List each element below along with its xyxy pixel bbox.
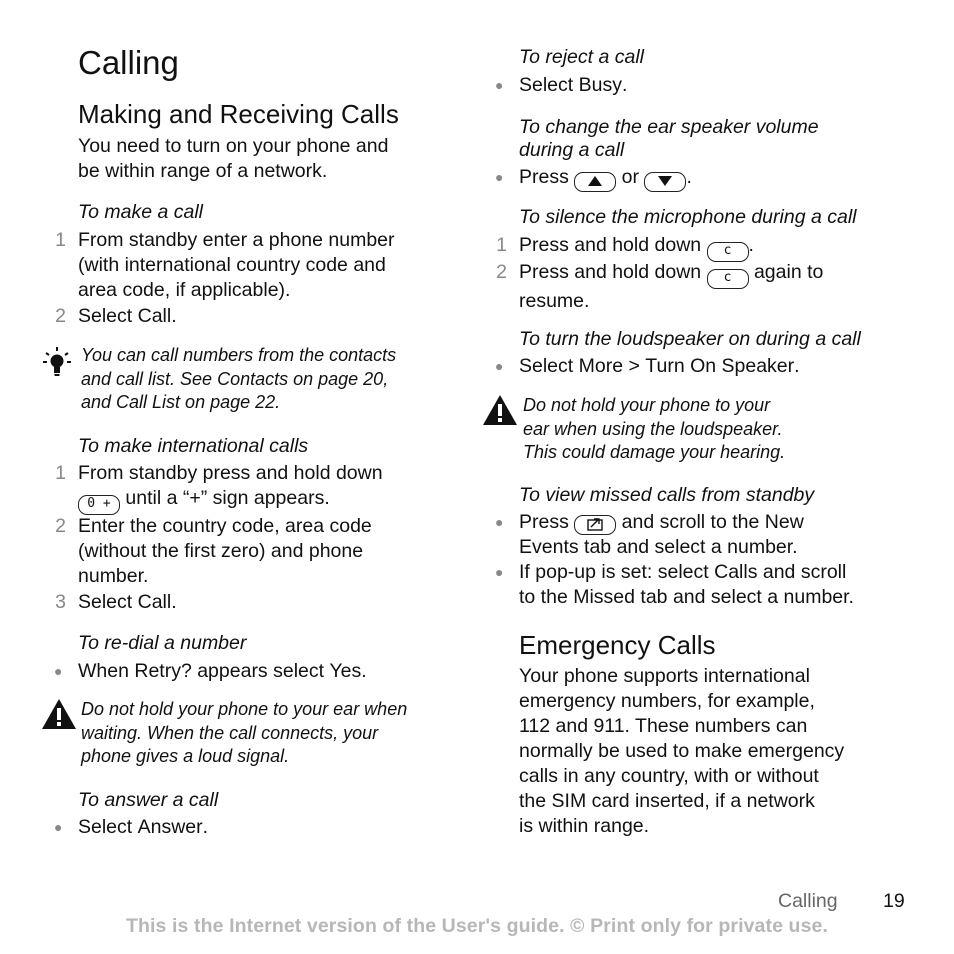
page-number: 19 xyxy=(883,890,905,912)
bullet-answer: ● Select Answer. xyxy=(54,816,209,838)
intro-paragraph: You need to turn on your phone and be within range of a network. xyxy=(78,135,389,182)
step-make-call-2: 2 Select Call. xyxy=(55,305,177,327)
step-silence-2: 2 Press and hold down c again to resume. xyxy=(496,261,824,312)
zero-plus-key-icon: 0 + xyxy=(78,495,120,515)
warning-icon xyxy=(41,698,77,730)
heading-silence-mic: To silence the microphone during a call xyxy=(519,206,857,228)
section-title-emergency: Emergency Calls xyxy=(519,630,716,660)
step-make-call-1: 1 From standby enter a phone number (with international country code and area code, if applicable). xyxy=(55,229,395,301)
activity-menu-key-icon xyxy=(574,515,616,535)
step-silence-1: 1 Press and hold down c . xyxy=(519,233,754,262)
bullet-loudspeaker: ● Select More > Turn On Speaker. xyxy=(495,355,800,377)
volume-down-key-icon xyxy=(644,172,686,192)
warning-icon xyxy=(482,394,518,426)
bullet-missed-1: ● Press and scroll to the New Events tab and select a number. xyxy=(495,511,804,558)
bullet-redial: ● When Retry? appears select Yes. xyxy=(54,660,367,682)
step-international-1: 1 From standby press and hold down 0 + until a “+” sign appears. xyxy=(78,461,383,515)
clear-key-icon: c xyxy=(707,242,749,262)
bullet-volume: ● Press or . xyxy=(519,165,692,192)
volume-up-key-icon xyxy=(574,172,616,192)
bullet-missed-2: ● If pop-up is set: select Calls and scroll to the Missed tab and select a number. xyxy=(495,561,854,608)
warning-note-waiting: Do not hold your phone to your ear when waiting. When the call connects, your phone gives a loud signal. xyxy=(81,699,408,766)
heading-international-calls: To make international calls xyxy=(78,435,309,457)
heading-loudspeaker: To turn the loudspeaker on during a call xyxy=(519,328,861,350)
step-international-2: 2 Enter the country code, area code (without the first zero) and phone number. xyxy=(55,515,372,587)
section-title-making-receiving: Making and Receiving Calls xyxy=(78,99,399,129)
clear-key-icon: c xyxy=(707,269,749,289)
bullet-reject: ● Select Busy. xyxy=(495,74,628,96)
heading-ear-volume: To change the ear speaker volume during a call xyxy=(519,116,819,161)
footer-section-name: Calling xyxy=(778,890,838,912)
heading-answer-call: To answer a call xyxy=(78,789,219,811)
warning-note-loudspeaker: Do not hold your phone to your ear when using the loudspeaker. This could damage your hearing. xyxy=(523,395,786,462)
heading-redial: To re-dial a number xyxy=(78,632,247,654)
heading-make-call: To make a call xyxy=(78,201,204,223)
page-title: Calling xyxy=(78,44,179,81)
heading-missed-calls: To view missed calls from standby xyxy=(519,484,815,506)
emergency-paragraph: Your phone supports international emergency numbers, for example, 112 and 911. These numbers can normally be used to make emergency calls in any country, with or without the SIM card inserted, if a network is within range. xyxy=(519,665,845,837)
step-international-3: 3 Select Call. xyxy=(55,591,177,613)
heading-reject-call: To reject a call xyxy=(519,46,645,68)
tip-icon xyxy=(42,345,72,379)
internet-version-disclaimer: This is the Internet version of the User's guide. © Print only for private use. xyxy=(126,915,828,937)
tip-note: You can call numbers from the contacts and call list. See Contacts on page 20, and Call List on page 22. xyxy=(81,345,397,412)
